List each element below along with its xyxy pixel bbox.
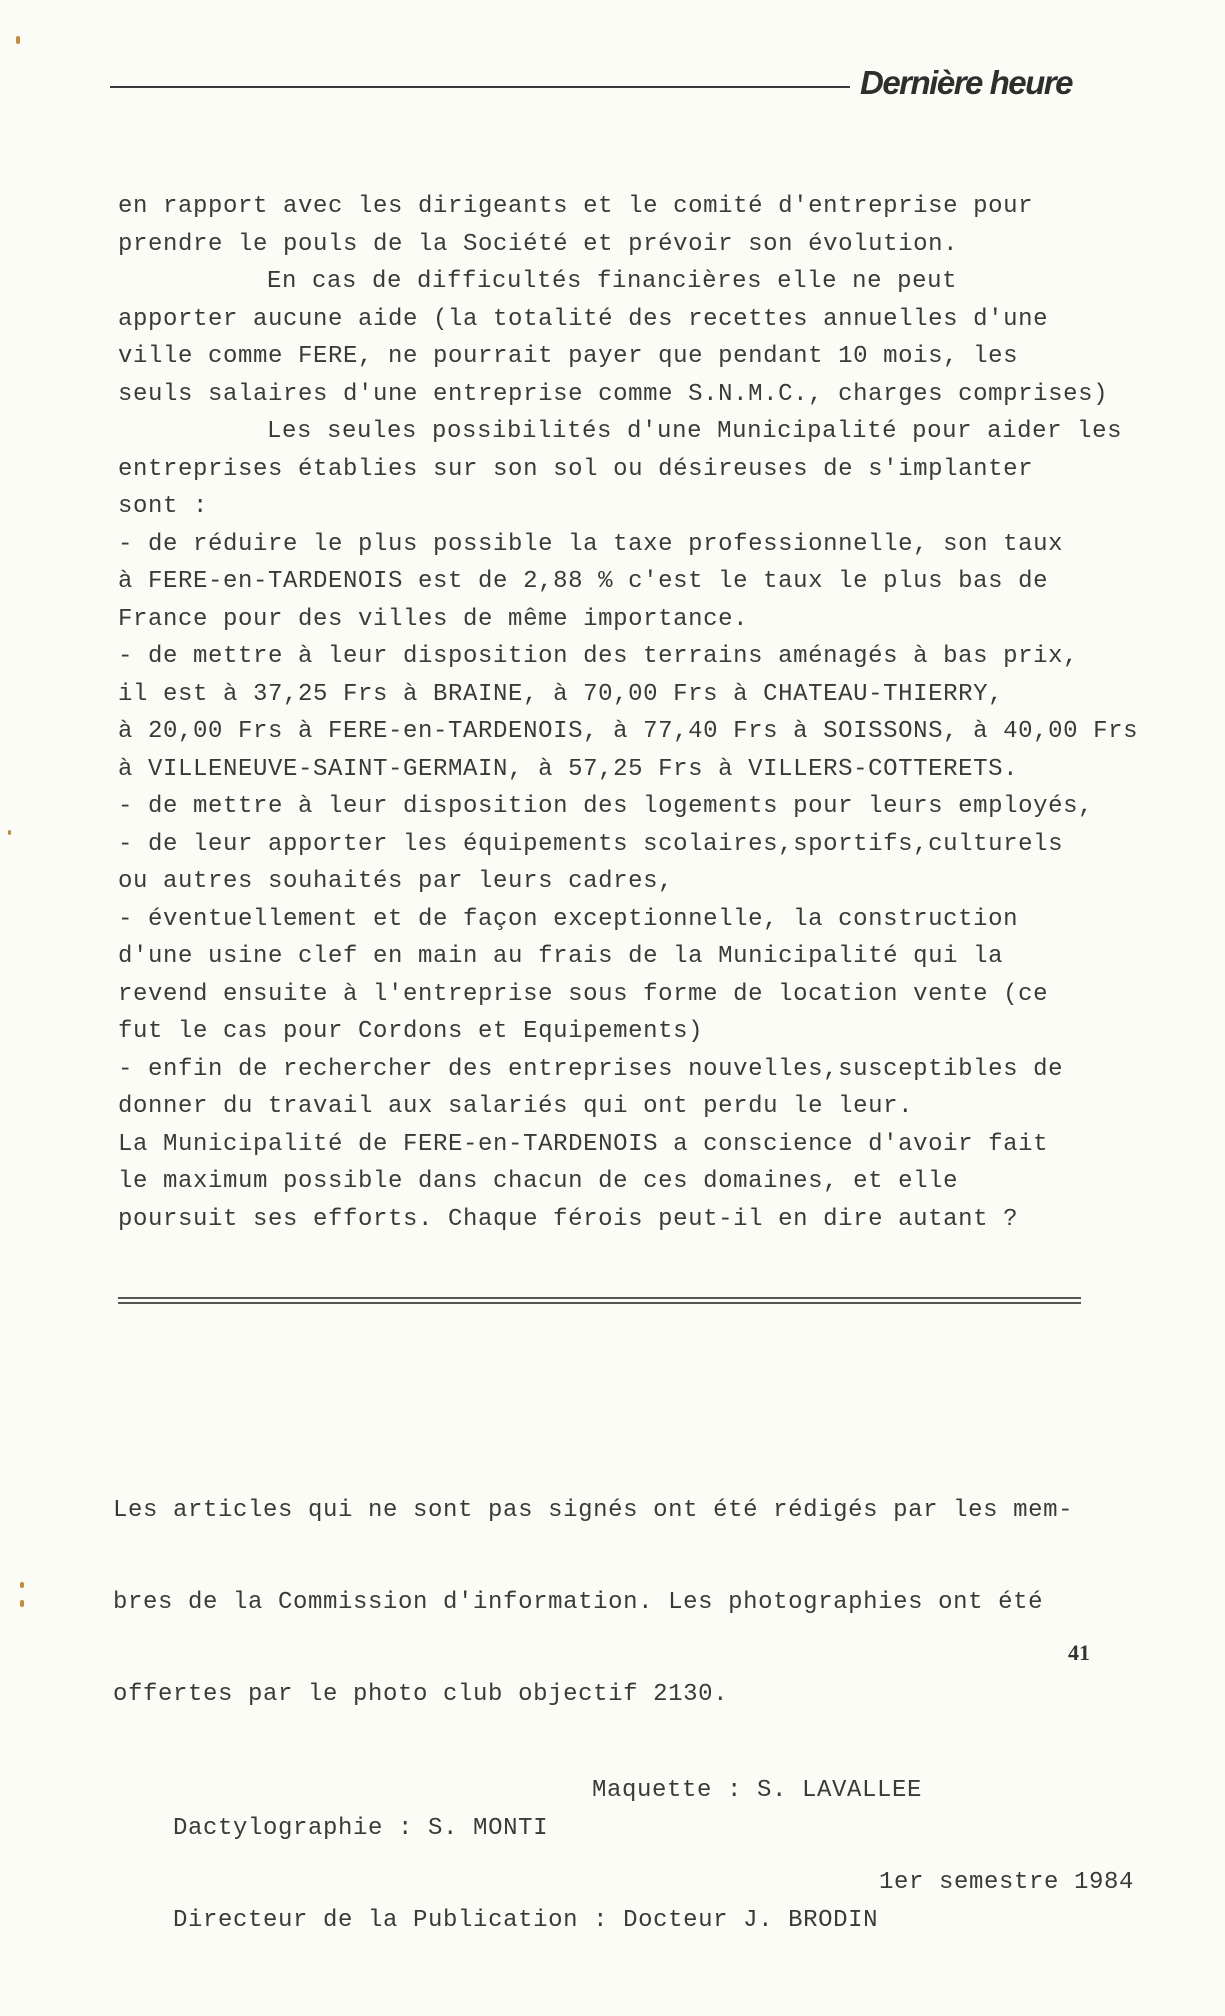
credits-line: bres de la Commission d'information. Les photographies ont été bbox=[113, 1589, 1044, 1616]
article-line: ville comme FERE, ne pourrait payer que pendant 10 mois, les bbox=[118, 343, 1019, 370]
credits-line: Les articles qui ne sont pas signés ont été rédigés par les mem- bbox=[113, 1497, 1074, 1524]
typing-credit: Dactylographie : S. MONTI bbox=[173, 1815, 549, 1842]
footer-credits bbox=[113, 1438, 1153, 1934]
article-line: La Municipalité de FERE-en-TARDENOIS a conscience d'avoir fait bbox=[118, 1130, 1049, 1158]
article-line: en rapport avec les dirigeants et le comité d'entreprise pour bbox=[118, 193, 1034, 220]
double-rule-divider bbox=[118, 1297, 1081, 1304]
page-number: 41 bbox=[1068, 1640, 1090, 1665]
article-line: à VILLENEUVE-SAINT-GERMAIN, à 57,25 Frs à VILLERS-COTTERETS. bbox=[118, 755, 1019, 783]
layout-credit: Maquette : S. LAVALLEE bbox=[592, 1777, 923, 1804]
paper-speck bbox=[20, 1582, 24, 1588]
article-line: à FERE-en-TARDENOIS est de 2,88 % c'est le taux le plus bas de bbox=[118, 568, 1049, 595]
section-title: Dernière heure bbox=[860, 64, 1072, 101]
article-line: donner du travail aux salariés qui ont perdu le leur. bbox=[118, 1093, 914, 1120]
director-line bbox=[113, 1864, 1153, 1934]
article-line: - éventuellement et de façon exceptionnelle, la construction bbox=[118, 905, 1019, 933]
article-line: prendre le pouls de la Société et prévoir son évolution. bbox=[118, 230, 959, 258]
article-line: - de mettre à leur disposition des terrains aménagés à bas prix, bbox=[118, 643, 1079, 670]
article-line: entreprises établies sur son sol ou désireuses de s'implanter bbox=[118, 455, 1034, 483]
staff-line bbox=[113, 1772, 1153, 1842]
article-line: poursuit ses efforts. Chaque férois peut-il en dire autant ? bbox=[118, 1205, 1019, 1233]
article-line: - de réduire le plus possible la taxe professionnelle, son taux bbox=[118, 530, 1064, 558]
paper-speck bbox=[16, 36, 20, 44]
article-line: d'une usine clef en main au frais de la Municipalité qui la bbox=[118, 943, 1004, 970]
article-line: - de mettre à leur disposition des logements pour leurs employés, bbox=[118, 793, 1094, 820]
article-line: seuls salaires d'une entreprise comme S.N.M.C., charges comprises) bbox=[118, 380, 1109, 408]
credits-line: offertes par le photo club objectif 2130. bbox=[113, 1681, 729, 1708]
article-line: apporter aucune aide (la totalité des recettes annuelles d'une bbox=[118, 305, 1049, 333]
article-line: à 20,00 Frs à FERE-en-TARDENOIS, à 77,40 Frs à SOISSONS, à 40,00 Frs bbox=[118, 718, 1139, 745]
header-rule bbox=[110, 86, 850, 88]
article-body bbox=[118, 188, 1138, 1238]
article-line: sont : bbox=[118, 493, 209, 520]
paper-speck bbox=[8, 830, 11, 835]
director-credit: Directeur de la Publication : Docteur J. BRODIN bbox=[173, 1907, 879, 1934]
article-line: ou autres souhaités par leurs cadres, bbox=[118, 868, 674, 895]
article-line: revend ensuite à l'entreprise sous forme de location vente (ce bbox=[118, 980, 1049, 1008]
article-line: fut le cas pour Cordons et Equipements) bbox=[118, 1018, 704, 1045]
article-line: le maximum possible dans chacun de ces domaines, et elle bbox=[118, 1168, 959, 1195]
article-line: il est à 37,25 Frs à BRAINE, à 70,00 Frs à CHATEAU-THIERRY, bbox=[118, 680, 1004, 708]
article-line: En cas de difficultés financières elle ne peut bbox=[267, 268, 958, 295]
article-line: France pour des villes de même importance. bbox=[118, 605, 749, 633]
article-line: Les seules possibilités d'une Municipalité pour aider les bbox=[267, 418, 1123, 445]
article-line: - enfin de rechercher des entreprises nouvelles,susceptibles de bbox=[118, 1055, 1064, 1083]
publication-period: 1er semestre 1984 bbox=[879, 1869, 1135, 1896]
paper-speck bbox=[20, 1600, 24, 1607]
article-line: - de leur apporter les équipements scolaires,sportifs,culturels bbox=[118, 830, 1064, 858]
